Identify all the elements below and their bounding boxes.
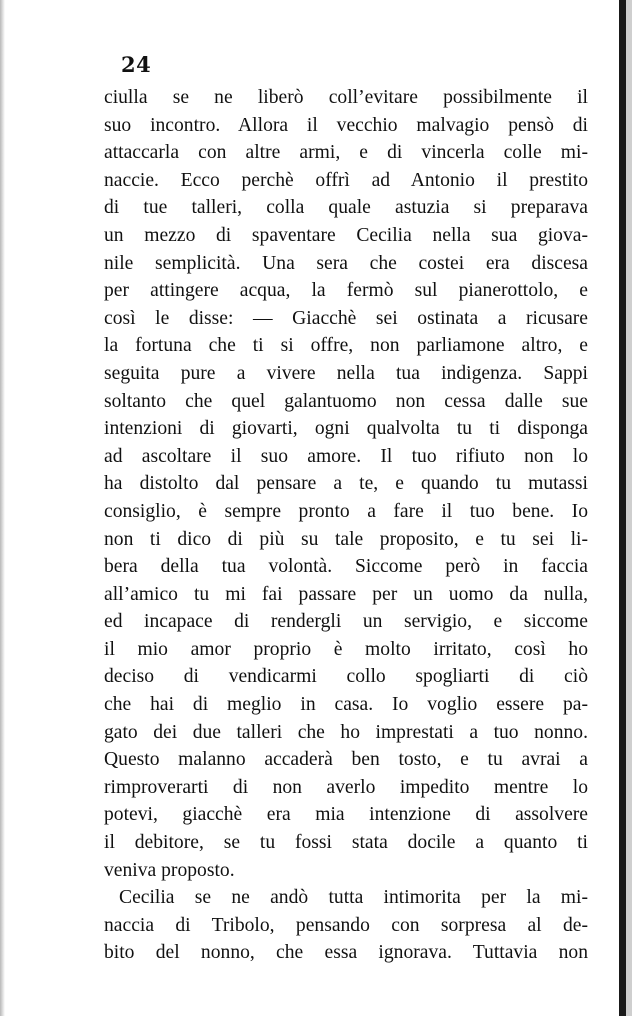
text-line: rimproverarti di non averlo impedito mentre lo xyxy=(104,776,588,798)
text-line: così le disse: — Giacchè sei ostinata a ricusare xyxy=(104,307,588,329)
text-line: nile semplicità. Una sera che costei era discesa xyxy=(104,252,588,274)
text-line: attaccarla con altre armi, e di vincerla colle mi- xyxy=(104,142,588,164)
text-line: intenzioni di giovarti, ogni qualvolta tu ti disponga xyxy=(104,418,588,440)
text-line: ciulla se ne liberò coll’evitare possibilmente il xyxy=(104,87,588,108)
text-line: il debitore, se tu fossi stata docile a quanto ti xyxy=(104,832,588,854)
text-line: che hai di meglio in casa. Io voglio essere pa- xyxy=(104,694,588,716)
text-line: un mezzo di spaventare Cecilia nella sua giova- xyxy=(104,224,588,246)
text-line: il mio amor proprio è molto irritato, così ho xyxy=(104,638,588,660)
binding-shadow xyxy=(619,0,626,1016)
text-line: potevi, giacchè era mia intenzione di assolvere xyxy=(104,804,588,826)
text-line: all’amico tu mi fai passare per un uomo da nulla, xyxy=(104,583,588,605)
page-number: 24 xyxy=(121,52,152,77)
text-line: ha distolto dal pensare a te, e quando tu mutassi xyxy=(104,473,588,495)
text-line: consiglio, è sempre pronto a fare il tuo bene. Io xyxy=(104,500,588,522)
text-line: bera della tua volontà. Siccome però in faccia xyxy=(104,556,588,578)
text-line: deciso di vendicarmi collo spogliarti di ciò xyxy=(104,666,588,688)
text-line: non ti dico di più su tale proposito, e tu sei li- xyxy=(104,528,588,550)
text-line: ed incapace di rendergli un servigio, e siccome xyxy=(104,611,588,633)
text-line: naccie. Ecco perchè offrì ad Antonio il prestito xyxy=(104,169,588,191)
body-text xyxy=(104,84,588,967)
text-line: naccia di Tribolo, pensando con sorpresa al de- xyxy=(104,914,588,936)
text-line: bito del nonno, che essa ignorava. Tuttavia non xyxy=(104,942,588,964)
text-line: per attingere acqua, la fermò sul pianerottolo, e xyxy=(104,280,588,302)
text-line: ad ascoltare il suo amore. Il tuo rifiuto non lo xyxy=(104,445,588,467)
text-line: suo incontro. Allora il vecchio malvagio pensò di xyxy=(104,114,588,136)
scan-margin xyxy=(626,0,632,1016)
text-line: Questo malanno accaderà ben tosto, e tu avrai a xyxy=(104,749,588,771)
text-line: di tue talleri, colla quale astuzia si preparava xyxy=(104,197,588,219)
text-line: seguita pure a vivere nella tua indigenza. Sappi xyxy=(104,362,588,384)
text-line: la fortuna che ti si offre, non parliamone altro, e xyxy=(104,335,588,357)
text-line: veniva proposto. xyxy=(104,859,235,881)
page-left-edge xyxy=(0,0,5,1016)
text-line: soltanto che quel galantuomo non cessa dalle sue xyxy=(104,390,588,412)
page-right-edge xyxy=(610,0,632,1016)
text-line: Cecilia se ne andò tutta intimorita per la mi- xyxy=(119,887,588,909)
text-line: gato dei due talleri che ho imprestati a tuo nonno. xyxy=(104,721,588,743)
